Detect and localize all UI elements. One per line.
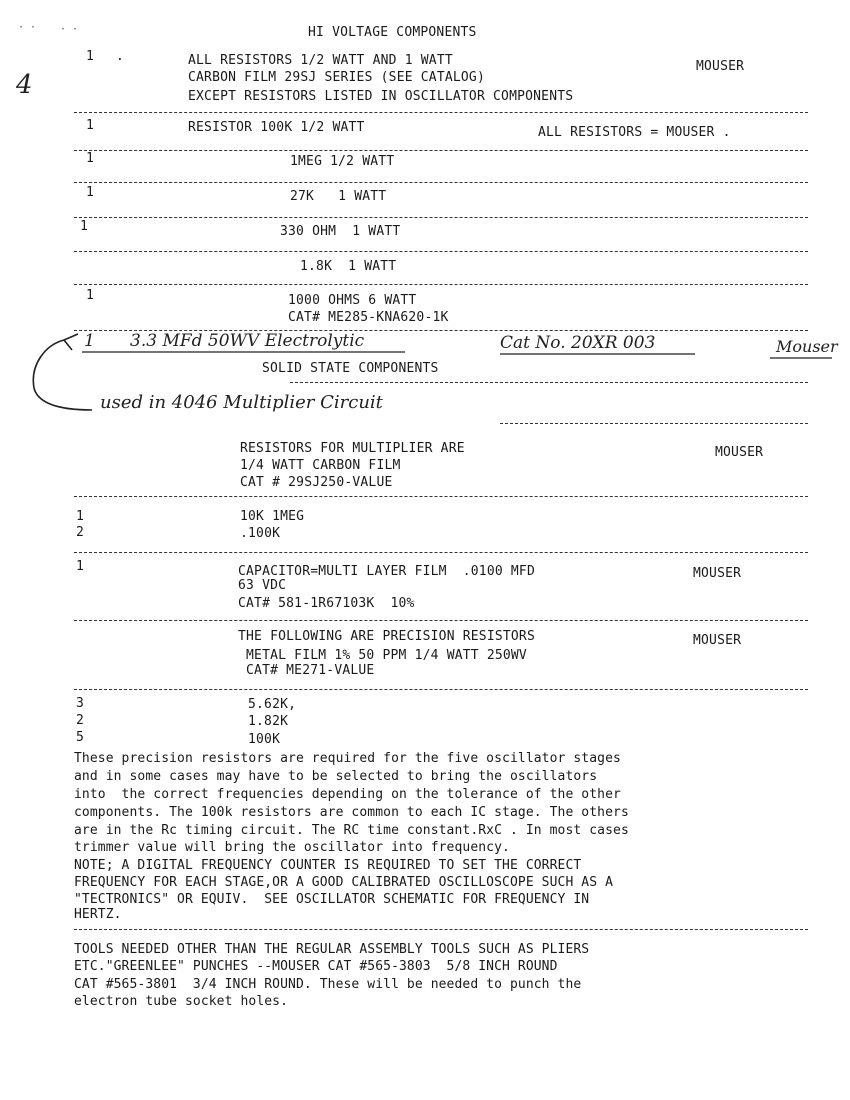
item-line: 1000 OHMS 6 WATT [288,293,417,308]
vendor: MOUSER [693,566,742,581]
handwritten-qty: 1 [84,331,95,351]
item-line: CAT # 29SJ250-VALUE [240,475,393,490]
qty: 1 [80,219,89,234]
item-line: 63 VDC [238,578,287,593]
qty: 3 [76,696,85,711]
item-desc: 330 OHM 1 WATT [280,224,401,239]
paragraph-line: components. The 100k resistors are common to each IC stage. The others [74,805,629,820]
divider [74,620,808,621]
item-desc: 27K 1 WATT [290,189,387,204]
item-line: RESISTORS FOR MULTIPLIER ARE [240,441,465,456]
paragraph-line: are in the Rc timing circuit. The RC time constant.RxC . In most cases [74,823,629,838]
paragraph-line: FREQUENCY FOR EACH STAGE,OR A GOOD CALIBRATED OSCILLOSCOPE SUCH AS A [74,875,614,890]
item-line: CARBON FILM 29SJ SERIES (SEE CATALOG) [188,70,485,85]
section-title: SOLID STATE COMPONENTS [262,361,439,376]
vendor: MOUSER [715,445,764,460]
qty: 1 [86,49,95,64]
item-line: CAT# ME271-VALUE [238,663,375,678]
qty: 2 [76,713,85,728]
vendor-note: ALL RESISTORS = MOUSER . [538,125,731,140]
item-line: CAT# ME285-KNA620-1K [288,310,449,325]
margin-note: 4 [16,70,33,100]
tools-line: ETC."GREENLEE" PUNCHES --MOUSER CAT #565-3803 5/8 INCH ROUND [74,959,558,974]
page-title: HI VOLTAGE COMPONENTS [308,25,477,40]
value: 5.62K, [248,697,297,712]
item-line: THE FOLLOWING ARE PRECISION RESISTORS [238,629,535,644]
divider [74,552,808,553]
qty: 1 [86,185,95,200]
qty: 1 [86,288,95,303]
divider [74,929,808,930]
qty: 2 [76,525,85,540]
item-desc: 1.8K 1 WATT [300,259,397,274]
paragraph-line: and in some cases may have to be selected to bring the oscillators [74,769,598,784]
value: 10K 1MEG [240,509,305,524]
handwritten-item: 3.3 MFd 50WV Electrolytic [130,331,365,351]
handwritten-vendor: Mouser [776,337,838,356]
divider [74,689,808,690]
divider [74,496,808,497]
value: 1.82K [248,714,289,729]
scan-speck: · · [18,22,37,33]
qty: 1 [86,151,95,166]
paragraph-line: trimmer value will bring the oscillator into frequency. [74,840,510,855]
item-line: CAPACITOR=MULTI LAYER FILM .0100 MFD [238,564,535,579]
paragraph-line: into the correct frequencies depending on the tolerance of the other [74,787,621,802]
qty: 1 [86,118,95,133]
item-line: EXCEPT RESISTORS LISTED IN OSCILLATOR COMPONENTS [188,89,574,104]
divider [290,382,808,383]
speck: . [116,49,125,64]
divider [500,423,808,424]
paragraph-line: "TECTRONICS" OR EQUIV. SEE OSCILLATOR SCHEMATIC FOR FREQUENCY IN [74,892,590,907]
item-line: 1/4 WATT CARBON FILM [240,458,401,473]
value: .100K [240,526,281,541]
tools-line: electron tube socket holes. [74,994,289,1009]
qty: 5 [76,730,85,745]
scan-speck: · · [60,24,79,35]
item-line: METAL FILM 1% 50 PPM 1/4 WATT 250WV [238,648,527,663]
paragraph-line: These precision resistors are required for the five oscillator stages [74,751,621,766]
item-desc: 1MEG 1/2 WATT [290,154,395,169]
qty: 1 [76,509,85,524]
tools-line: TOOLS NEEDED OTHER THAN THE REGULAR ASSEMBLY TOOLS SUCH AS PLIERS [74,942,590,957]
vendor: MOUSER [696,59,745,74]
vendor: MOUSER [693,633,742,648]
handwritten-usage: used in 4046 Multiplier Circuit [100,392,383,413]
handwritten-cat: Cat No. 20XR 003 [500,333,656,353]
tools-line: CAT #565-3801 3/4 INCH ROUND. These will be needed to punch the [74,977,582,992]
item-line: ALL RESISTORS 1/2 WATT AND 1 WATT [188,53,453,68]
item-desc: RESISTOR 100K 1/2 WATT [188,120,365,135]
paragraph-line: HERTZ. [74,907,122,922]
paragraph-line: NOTE; A DIGITAL FREQUENCY COUNTER IS REQUIRED TO SET THE CORRECT [74,858,582,873]
value: 100K [248,732,281,747]
item-line: CAT# 581-1R67103K 10% [238,596,415,611]
qty: 1 [76,559,85,574]
